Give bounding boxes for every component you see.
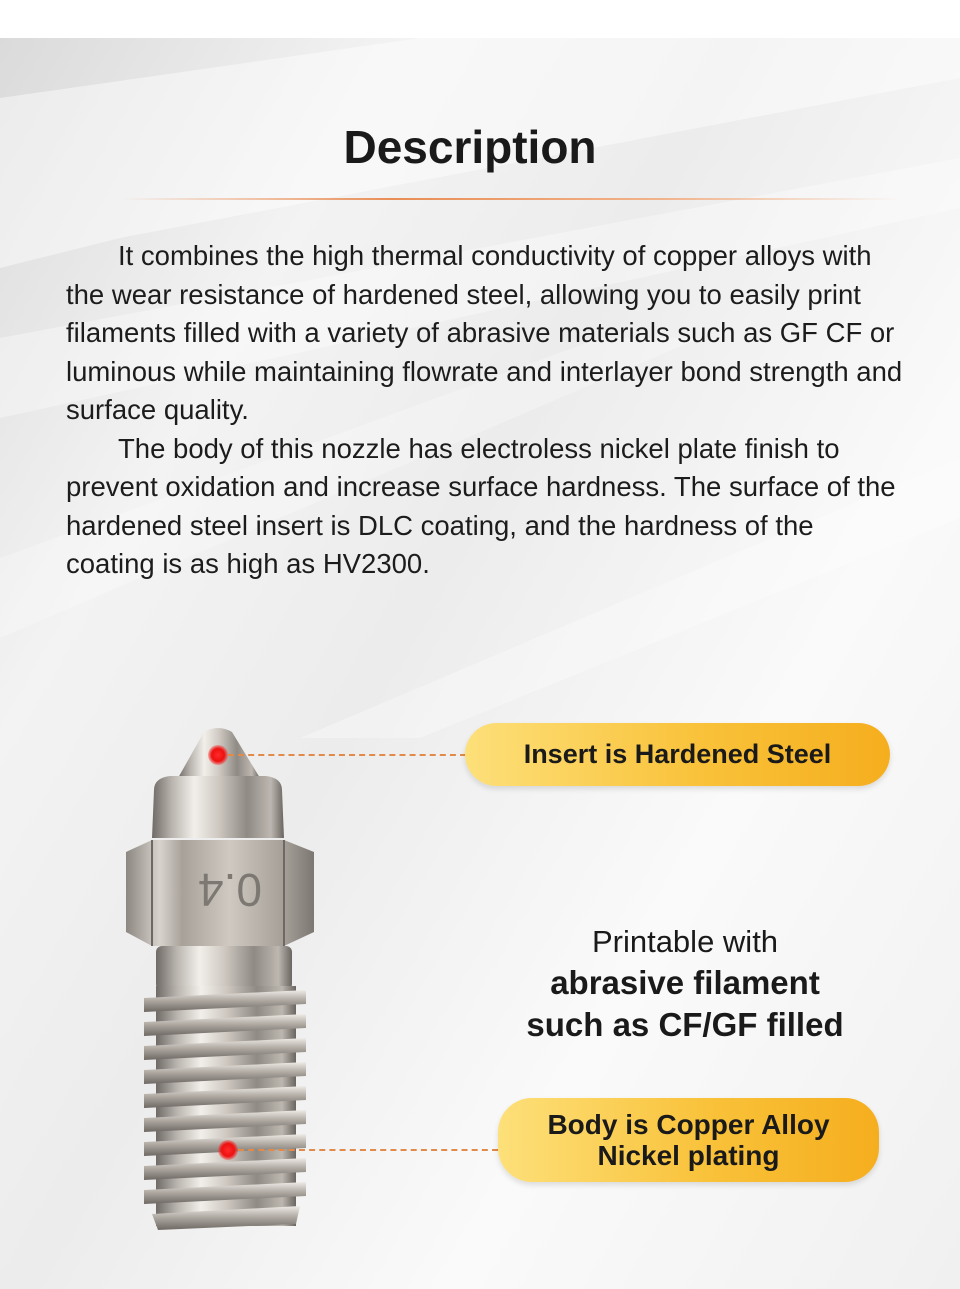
feature-line-3: such as CF/GF filled [526, 1006, 844, 1043]
nozzle-product-image [110, 720, 340, 1260]
body-callout [498, 1098, 879, 1182]
feature-text [480, 922, 890, 1046]
description-text [66, 237, 906, 584]
top-white-band [0, 0, 960, 38]
page-title: Description [343, 121, 597, 173]
insert-callout [465, 723, 890, 786]
insert-callout-text: Insert is Hardened Steel [523, 739, 832, 769]
description-paragraph-1: It combines the high thermal conductivity of copper alloys with the wear resistance of hardened steel, allowing you to easily print filaments filled with a variety of abrasive materials such as GF CF or luminous while maintaining flowrate and interlayer bond strength and surface quality. [66, 240, 903, 425]
title-divider [120, 198, 900, 200]
body-callout-line-1: Body is Copper Alloy [547, 1109, 830, 1140]
body-marker [218, 1140, 238, 1160]
nozzle-threads [144, 986, 306, 1230]
body-leader-line [238, 1149, 498, 1151]
feature-line-1: Printable with [591, 924, 779, 959]
insert-marker [208, 745, 228, 765]
insert-leader-line [228, 754, 466, 756]
body-callout-line-2: Nickel plating [597, 1140, 780, 1171]
feature-line-2: abrasive filament [550, 964, 820, 1001]
nozzle-engraving: 0.4 [198, 864, 262, 916]
description-paragraph-2: The body of this nozzle has electroless nickel plate finish to prevent oxidation and increase surface hardness. The surface of the hardened steel insert is DLC coating, and the hardness of the coating is as high as HV2300. [66, 432, 896, 579]
